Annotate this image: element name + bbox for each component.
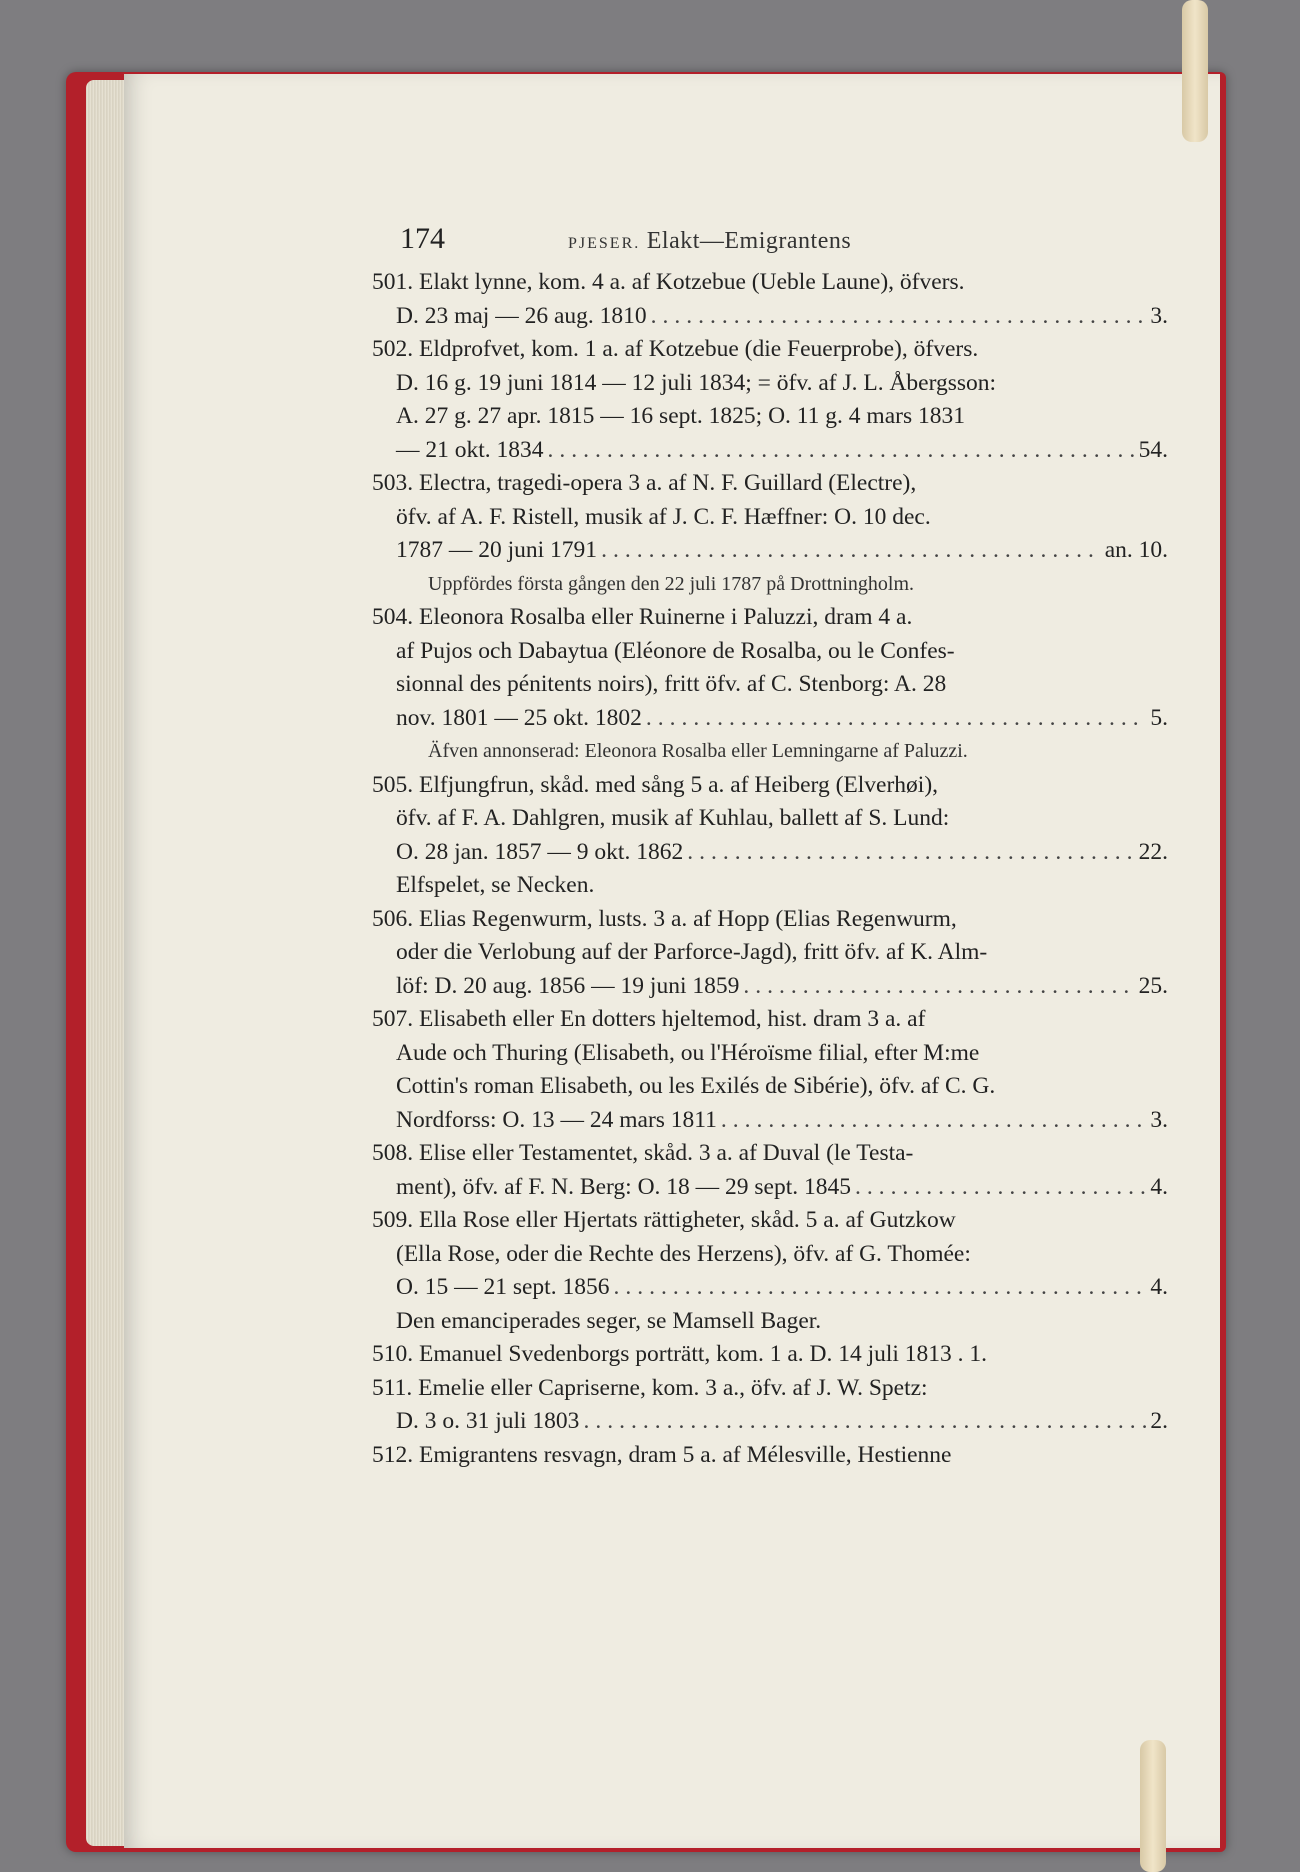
dot-leader xyxy=(743,970,1134,1004)
dot-leader xyxy=(601,534,1101,568)
entry-text: ment), öfv. af F. N. Berg: O. 18 — 29 sept. 1845 xyxy=(396,1173,852,1200)
entry-text: nov. 1801 — 25 okt. 1802 xyxy=(396,704,642,731)
dot-leader xyxy=(651,300,1147,334)
entry-text: 1787 — 20 juni 1791 xyxy=(396,537,598,563)
dot-leader xyxy=(583,1405,1146,1439)
entry-line: D. 16 g. 19 juni 1814 — 12 juli 1834; = öfv. af J. L. Åbergsson: xyxy=(396,369,997,396)
entry-line: 505. Elfjungfrun, skåd. med sång 5 a. af Heiberg (Elverhøi), xyxy=(372,771,939,798)
entry-text: D. 23 maj — 26 aug. 1810 xyxy=(396,302,647,329)
entry-line: (Ella Rose, oder die Rechte des Herzens), öfv. af G. Thomée: xyxy=(396,1240,971,1267)
entry-line: 511. Emelie eller Capriserne, kom. 3 a., öfv. af J. W. Spetz: xyxy=(372,1374,928,1401)
dot-leader xyxy=(721,1104,1146,1138)
entry-text: löf: D. 20 aug. 1856 — 19 juni 1859 xyxy=(396,972,740,999)
entry-line: 502. Eldprofvet, kom. 1 a. af Kotzebue (die Feuerprobe), öfvers. xyxy=(372,336,979,362)
entry-line: öfv. af A. F. Ristell, musik af J. C. F. Hæffner: O. 10 dec. xyxy=(396,503,931,530)
entry-count: 54. xyxy=(1138,436,1168,463)
entry-count: 25. xyxy=(1138,972,1168,999)
entry-line: 512. Emigrantens resvagn, dram 5 a. af Mélesville, Hestienne xyxy=(372,1441,952,1468)
entry-count: 3. xyxy=(1150,1106,1168,1133)
entry-count: 3. xyxy=(1150,302,1168,329)
page-text xyxy=(372,222,1168,1472)
running-head-range: Elakt—Emigrantens xyxy=(646,228,852,254)
entry-count: 4. xyxy=(1150,1274,1168,1300)
dot-leader xyxy=(548,434,1135,468)
entry-line xyxy=(372,970,1168,1004)
entry-line xyxy=(372,534,1168,568)
dot-leader xyxy=(855,1171,1146,1205)
entry-count: 4. xyxy=(1150,1173,1168,1200)
entry-text: D. 3 o. 31 juli 1803 xyxy=(396,1408,580,1434)
dot-leader xyxy=(687,836,1134,870)
entry-count: 5. xyxy=(1150,704,1168,731)
entry-line: oder die Verlobung auf der Parforce-Jagd), fritt öfv. af K. Alm- xyxy=(396,939,988,965)
entry-line: Elfspelet, se Necken. xyxy=(396,872,595,898)
entry-line: 503. Electra, tragedi-opera 3 a. af N. F. Guillard (Electre), xyxy=(372,470,917,496)
entry-text: Nordforss: O. 13 — 24 mars 1811 xyxy=(396,1106,717,1133)
entry-count: an. 10. xyxy=(1104,537,1168,563)
entry-line: 508. Elise eller Testamentet, skåd. 3 a. af Duval (le Testa- xyxy=(372,1140,914,1166)
entry-line: 509. Ella Rose eller Hjertats rättigheter, skåd. 5 a. af Gutzkow xyxy=(372,1207,956,1233)
entry-line: 501. Elakt lynne, kom. 4 a. af Kotzebue (Ueble Laune), öfvers. xyxy=(372,269,965,295)
dot-leader xyxy=(613,1271,1146,1305)
bookmark-ribbon-top xyxy=(1182,0,1208,142)
entry-note: Uppfördes första gången den 22 juli 1787 på Drottningholm. xyxy=(428,572,915,595)
entry-note: Äfven annonserad: Eleonora Rosalba eller Lemningarne af Paluzzi. xyxy=(428,740,968,762)
entry-text: — 21 okt. 1834 xyxy=(396,436,544,463)
entry-list xyxy=(372,266,1168,1472)
dot-leader xyxy=(646,702,1146,736)
entry-line: 510. Emanuel Svedenborgs porträtt, kom. 1 a. D. 14 juli 1813 . 1. xyxy=(372,1341,988,1367)
entry-line: 504. Eleonora Rosalba eller Ruinerne i Paluzzi, dram 4 a. xyxy=(372,604,913,630)
entry-line: Aude och Thuring (Elisabeth, ou l'Héroïsme filial, efter M:me xyxy=(396,1039,980,1066)
entry-line: af Pujos och Dabaytua (Eléonore de Rosalba, ou le Confes- xyxy=(396,637,955,664)
entry-line xyxy=(372,434,1168,468)
entry-line xyxy=(372,1171,1168,1205)
entry-count: 2. xyxy=(1150,1408,1168,1434)
entry-text: O. 28 jan. 1857 — 9 okt. 1862 xyxy=(396,838,684,865)
page-number: 174 xyxy=(400,222,445,255)
entry-line: Cottin's roman Elisabeth, ou les Exilés de Sibérie), öfv. af C. G. xyxy=(396,1073,996,1099)
entry-line: öfv. af F. A. Dahlgren, musik af Kuhlau, ballett af S. Lund: xyxy=(396,805,950,831)
entry-line: sionnal des pénitents noirs), fritt öfv. af C. Stenborg: A. 28 xyxy=(396,671,947,697)
entry-line xyxy=(372,300,1168,334)
entry-line: Den emanciperades seger, se Mamsell Bager. xyxy=(396,1307,822,1334)
entry-line: 507. Elisabeth eller En dotters hjeltemod, hist. dram 3 a. af xyxy=(372,1006,926,1032)
page-header xyxy=(372,222,1168,262)
entry-text: O. 15 — 21 sept. 1856 xyxy=(396,1274,610,1300)
bookmark-ribbon-bottom xyxy=(1140,1740,1166,1872)
running-head xyxy=(568,228,851,255)
entry-line xyxy=(372,836,1168,870)
entry-line: A. 27 g. 27 apr. 1815 — 16 sept. 1825; O. 11 g. 4 mars 1831 xyxy=(396,403,965,429)
entry-line xyxy=(372,1405,1168,1439)
entry-line xyxy=(372,1104,1168,1138)
entry-line xyxy=(372,1271,1168,1305)
entry-line: 506. Elias Regenwurm, lusts. 3 a. af Hopp (Elias Regenwurm, xyxy=(372,905,957,932)
entry-line xyxy=(372,702,1168,736)
running-head-label: PJESER. xyxy=(568,235,641,252)
entry-count: 22. xyxy=(1138,838,1168,865)
